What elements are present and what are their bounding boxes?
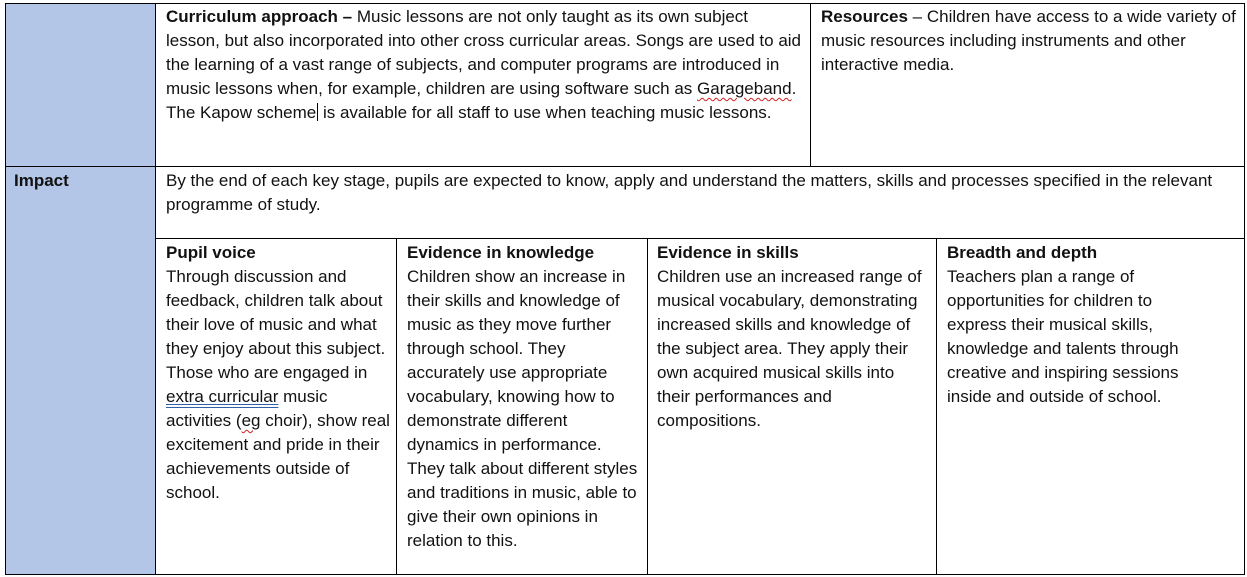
breadth-depth-text: Teachers plan a range of opportunities for children to express their musical skills, knowledge and talents through creative and inspiring sessions inside and outside of school. [947,267,1179,406]
curriculum-approach-text: Music lessons are not only taught as its own subject lesson, but also incorporated into other cross curricular areas. Songs are used to aid the learning of a vast range of subjects, and computer programs are introduced in music lessons when, for example, children are using software such as [166,7,802,98]
table-border-top [5,3,1245,4]
garageband-misspelling: Garageband [697,79,792,98]
column-divider-pupil-voice [396,238,397,575]
column-divider-resources [810,3,811,167]
resources-cell [821,5,1237,77]
impact-label-column [5,4,155,575]
column-divider-skills [936,238,937,575]
row-divider-impact [5,166,1245,167]
pupil-voice-cell [166,241,391,505]
curriculum-approach-heading: Curriculum approach – [166,7,353,26]
table-border-right [1244,3,1245,575]
evidence-knowledge-cell [407,241,641,553]
breadth-depth-cell [947,241,1212,409]
evidence-knowledge-heading: Evidence in knowledge [407,243,595,262]
curriculum-period: . [791,79,797,98]
column-divider-knowledge [647,238,648,575]
evidence-knowledge-text: Children show an increase in their skills and knowledge of music as they move further through school. They accurately use appropriate vocabulary, knowing how to demonstrate different dynamics in performance. They talk about different styles and traditions in music, able to give their own opinions in relation to this. [407,267,638,550]
evidence-skills-cell [657,241,927,433]
evidence-skills-text: Children use an increased range of musical vocabulary, demonstrating increased skills and knowledge of the subject area. They apply their own acquired musical skills into their performances and compositions. [657,267,922,430]
pupil-voice-text: Through discussion and feedback, children talk about their love of music and what they enjoy about this subject. Those who are engaged in extra curricular music activities (eg choir), show real excitement and pride in their achievements outside of school. [166,267,390,502]
curriculum-approach-cell [166,5,802,125]
table-border-bottom [5,574,1245,575]
resources-heading: Resources [821,7,908,26]
breadth-depth-heading: Breadth and depth [947,243,1098,262]
extra-curricular-link: extra curricular [166,387,279,406]
impact-label: Impact [14,171,69,190]
table-border-left [5,3,6,575]
resources-text: – Children have access to a wide variety of music resources including instruments and other interactive media. [821,7,1236,74]
pupil-voice-heading: Pupil voice [166,243,256,262]
row-divider-evidence [155,238,1245,239]
impact-intro: By the end of each key stage, pupils are expected to know, apply and understand the matters, skills and processes specified in the relevant programme of study. [166,171,1213,214]
evidence-skills-heading: Evidence in skills [657,243,799,262]
column-divider-label [155,3,156,575]
eg-misspelling: eg [241,411,261,430]
kapow-text-end: is available for all staff to use when teaching music lessons. [318,103,772,122]
kapow-text-start: The Kapow scheme [166,103,317,122]
